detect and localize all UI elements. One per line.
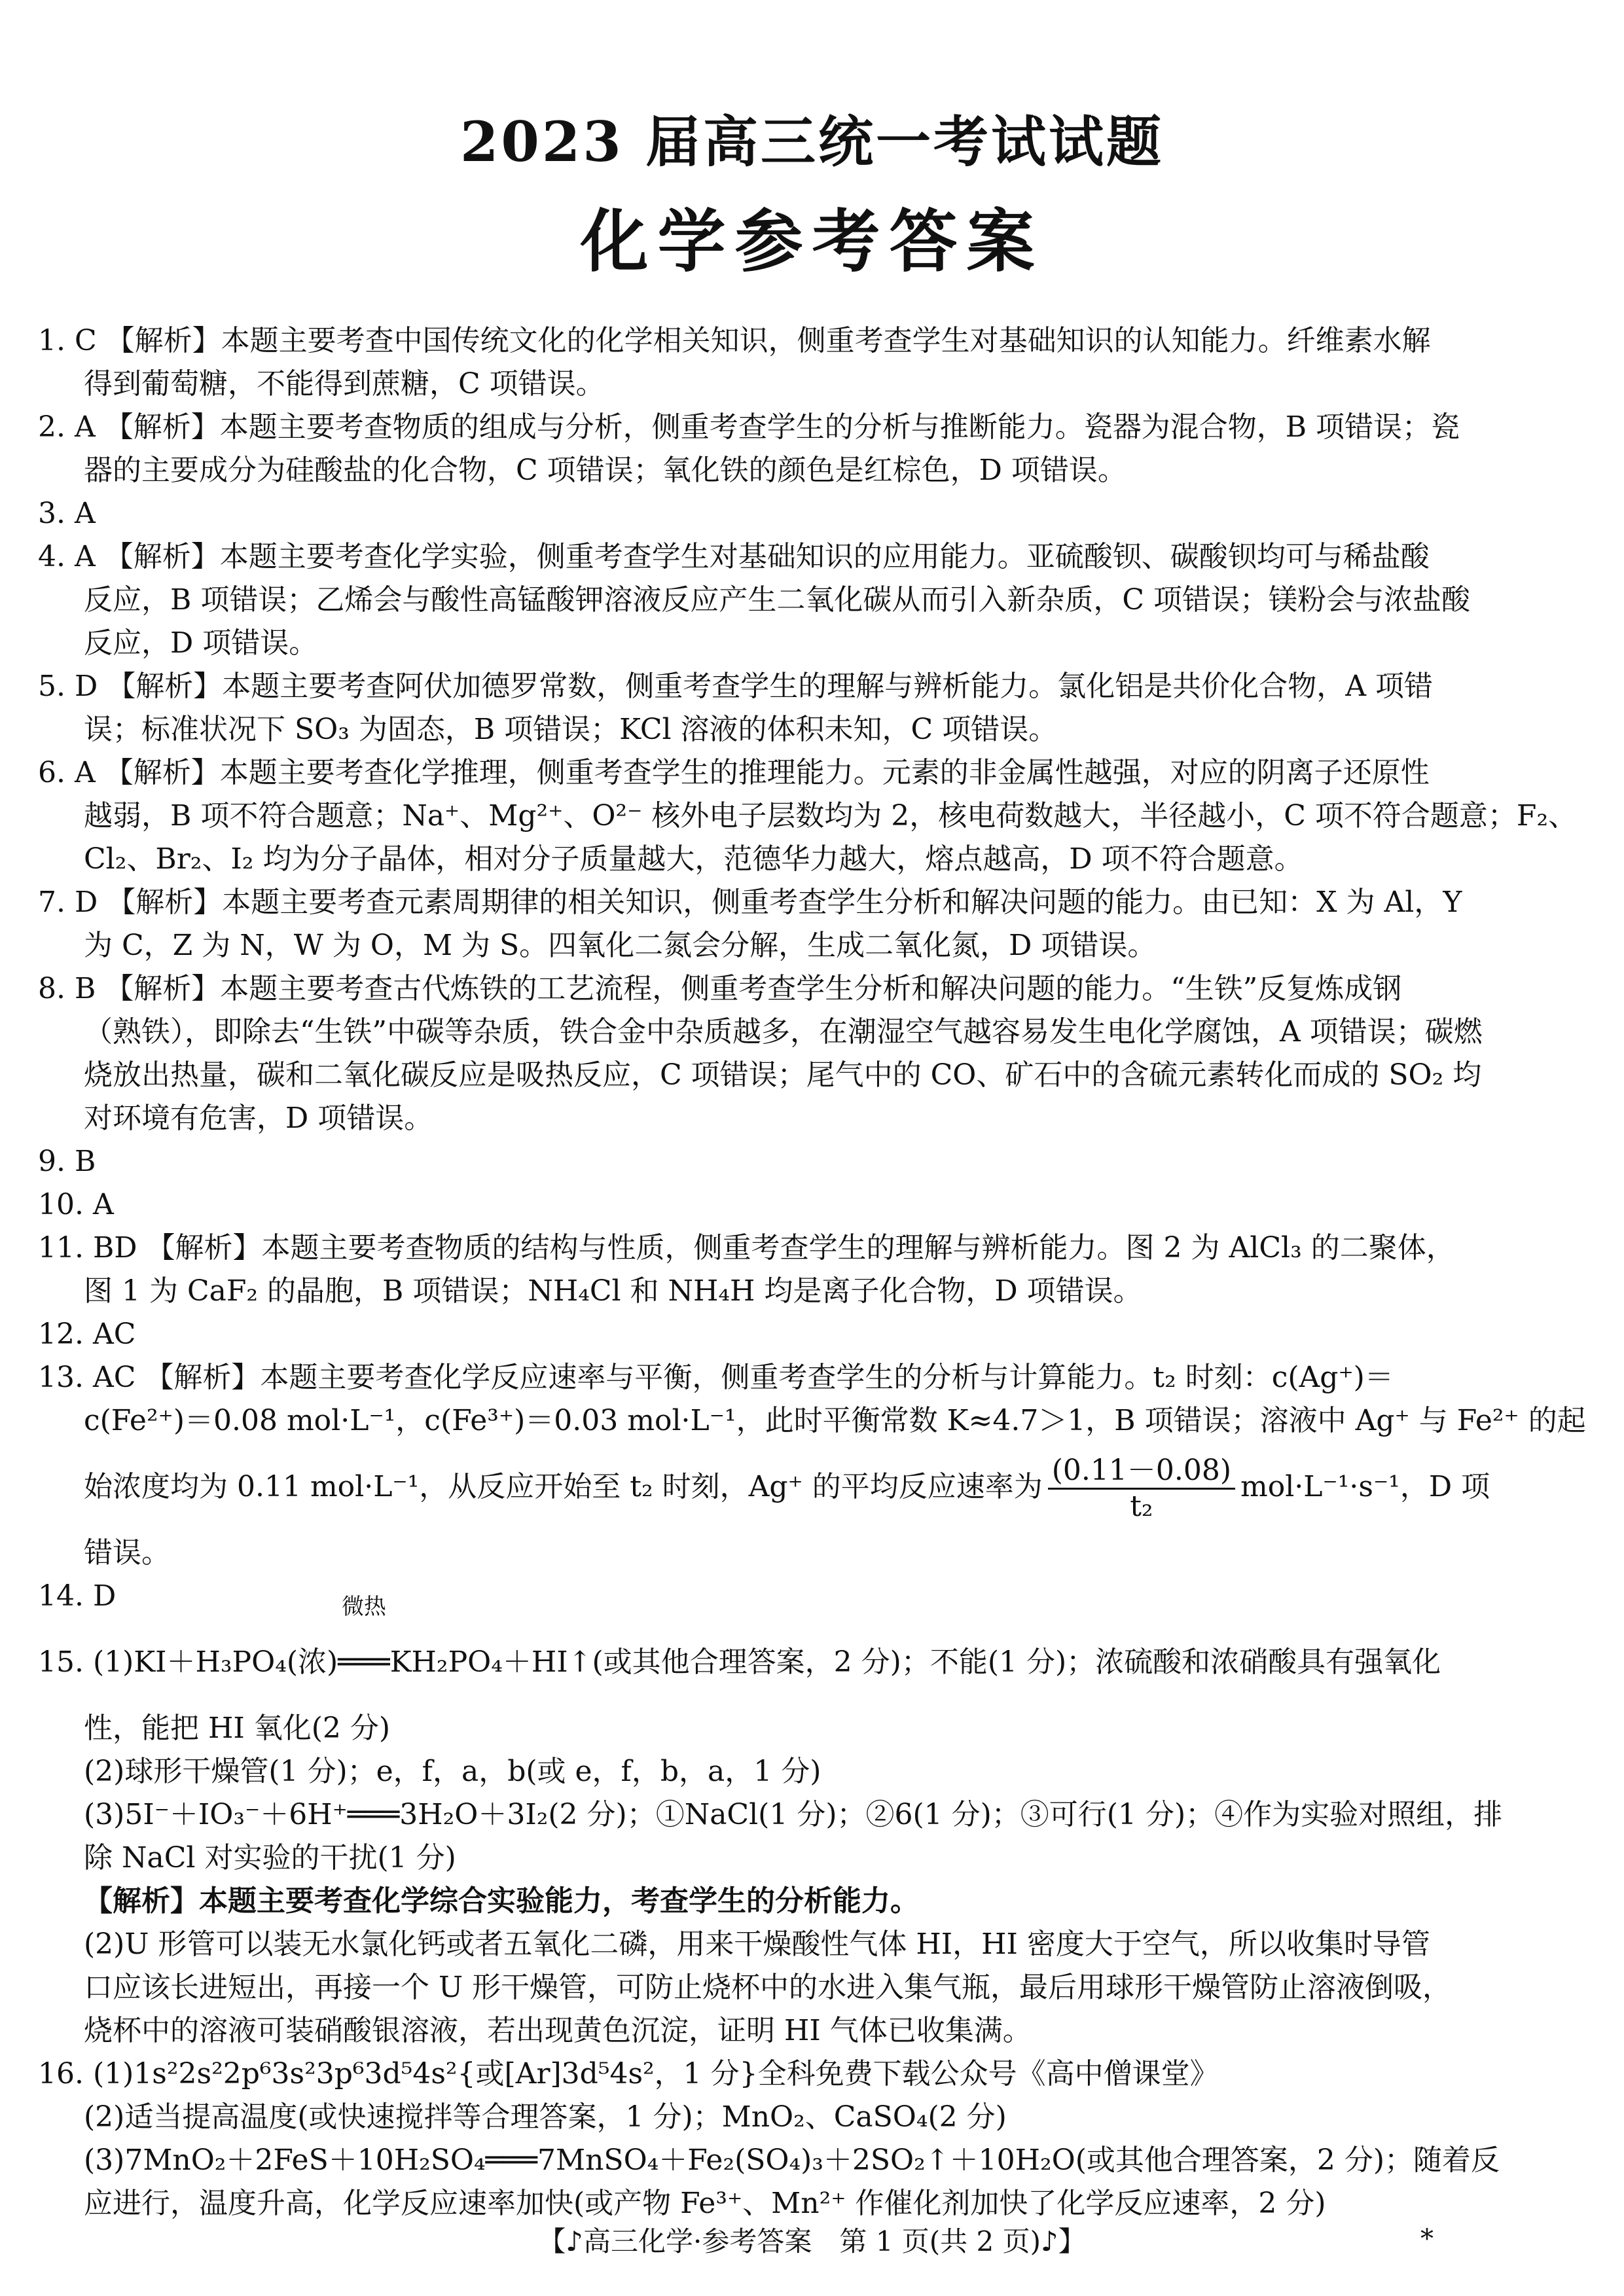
page-footer: 【♪高三化学·参考答案 第 1 页(共 2 页)♪】 — [538, 2225, 1086, 2257]
text-line: 反应，B 项错误；乙烯会与酸性高锰酸钾溶液反应产生二氧化碳从而引入新杂质，C 项错误；镁粉会与浓盐酸 — [84, 583, 1470, 617]
text-line: 错误。 — [84, 1536, 170, 1570]
text-line: 应进行，温度升高，化学反应速率加快(或产物 Fe³⁺、Mn²⁺ 作催化剂加快了化学反应速率，2 分) — [84, 2187, 1326, 2220]
fraction-numerator: (0.11－0.08) — [1048, 1454, 1235, 1490]
arrow-symbol: ═══ — [338, 1645, 390, 1679]
equation-before: 15. (1)KI＋H₃PO₄(浓) — [38, 1645, 338, 1679]
text-line: 图 1 为 CaF₂ 的晶胞，B 项错误；NH₄Cl 和 NH₄H 均是离子化合物，D 项错误。 — [84, 1274, 1142, 1308]
text-line: 14. D — [38, 1579, 117, 1613]
analysis-heading: 【解析】本题主要考查化学综合实验能力，考查学生的分析能力。 — [84, 1884, 919, 1918]
text-line: 10. A — [38, 1188, 114, 1221]
text-line: 器的主要成分为硅酸盐的化合物，C 项错误；氧化铁的颜色是红棕色，D 项错误。 — [84, 454, 1127, 487]
text-line: 对环境有危害，D 项错误。 — [84, 1102, 433, 1135]
answer-content — [38, 319, 1585, 2225]
text-line: 除 NaCl 对实验的干扰(1 分) — [84, 1841, 456, 1874]
title-line-2: 化学参考答案 — [580, 201, 1044, 281]
text-line: 为 C，Z 为 N，W 为 O，M 为 S。四氧化二氮会分解，生成二氧化氮，D 项错误。 — [84, 929, 1157, 962]
title-line-1: 2023 届高三统一考试试题 — [460, 109, 1164, 174]
text-line: 口应该长进短出，再接一个 U 形干燥管，可防止烧杯中的水进入集气瓶，最后用球形干燥管防止溶液倒吸， — [84, 1971, 1452, 2004]
text-line: 越弱，B 项不符合题意；Na⁺、Mg²⁺、O²⁻ 核外电子层数均为 2，核电荷数越大，半径越小，C 项不符合题意；F₂、 — [84, 799, 1578, 833]
fraction-line-after: mol·L⁻¹·s⁻¹，D 项 — [1240, 1470, 1490, 1503]
text-line: 6. A 【解析】本题主要考查化学推理，侧重考查学生的推理能力。元素的非金属性越强，对应的阴离子还原性 — [38, 756, 1430, 789]
fraction-line — [38, 1443, 1585, 1532]
text-line: 4. A 【解析】本题主要考查化学实验，侧重考查学生对基础知识的应用能力。亚硫酸钡、碳酸钡均可与稀盐酸 — [38, 540, 1430, 573]
footer-mark: * — [1420, 2224, 1434, 2254]
text-line: 得到葡萄糖，不能得到蔗糖，C 项错误。 — [84, 367, 605, 401]
text-line: c(Fe²⁺)＝0.08 mol·L⁻¹，c(Fe³⁺)＝0.03 mol·L⁻¹，此时平衡常数 K≈4.7＞1，B 项错误；溶液中 Ag⁺ 与 Fe²⁺ 的起 — [84, 1404, 1586, 1437]
text-line: 13. AC 【解析】本题主要考查化学反应速率与平衡，侧重考查学生的分析与计算能力。t₂ 时刻：c(Ag⁺)＝ — [38, 1361, 1394, 1394]
text-line: 反应，D 项错误。 — [84, 626, 318, 660]
text-line: 误；标准状况下 SO₃ 为固态，B 项错误；KCl 溶液的体积未知，C 项错误。 — [84, 713, 1058, 746]
fraction-line-before: 始浓度均为 0.11 mol·L⁻¹，从反应开始至 t₂ 时刻，Ag⁺ 的平均反应速率为 — [84, 1470, 1043, 1503]
text-line: 3. A — [38, 497, 96, 530]
text-line: 2. A 【解析】本题主要考查物质的组成与分析，侧重考查学生的分析与推断能力。瓷器为混合物，B 项错误；瓷 — [38, 410, 1460, 444]
arrow-condition: 微热 — [341, 1594, 386, 1620]
text-line: 8. B 【解析】本题主要考查古代炼铁的工艺流程，侧重考查学生分析和解决问题的能力。“生铁”反复炼成钢 — [38, 972, 1402, 1005]
equation-after: KH₂PO₄＋HI↑(或其他合理答案，2 分)；不能(1 分)；浓硫酸和浓硝酸具有强氧化 — [389, 1645, 1441, 1679]
text-line: (2)U 形管可以装无水氯化钙或者五氧化二磷，用来干燥酸性气体 HI，HI 密度大于空气，所以收集时导管 — [84, 1928, 1430, 1961]
text-line: (2)适当提高温度(或快速搅拌等合理答案，1 分)；MnO₂、CaSO₄(2 分) — [84, 2100, 1007, 2134]
text-line: 烧杯中的溶液可装硝酸银溶液，若出现黄色沉淀，证明 HI 气体已收集满。 — [84, 2014, 1032, 2047]
text-line: （熟铁），即除去“生铁”中碳等杂质，铁合金中杂质越多，在潮湿空气越容易发生电化学腐蚀，A 项错误；碳燃 — [84, 1015, 1483, 1049]
text-line: 16. (1)1s²2s²2p⁶3s²3p⁶3d⁵4s²{或[Ar]3d⁵4s²，1 分}全科免费下载公众号《高中僧课堂》 — [38, 2057, 1219, 2090]
text-line: (3)5I⁻＋IO₃⁻＋6H⁺═══3H₂O＋3I₂(2 分)；①NaCl(1 分)；②6(1 分)；③可行(1 分)；④作为实验对照组，排 — [84, 1798, 1503, 1831]
reaction-arrow — [338, 1594, 390, 1707]
text-line: 12. AC — [38, 1318, 136, 1351]
text-line: Cl₂、Br₂、I₂ 均为分子晶体，相对分子质量越大，范德华力越大，熔点越高，D 项不符合题意。 — [84, 842, 1303, 876]
text-line: 5. D 【解析】本题主要考查阿伏加德罗常数，侧重考查学生的理解与辨析能力。氯化铝是共价化合物，A 项错 — [38, 670, 1433, 703]
text-line: 性，能把 HI 氧化(2 分) — [84, 1712, 391, 1745]
fraction-denominator: t₂ — [1130, 1490, 1153, 1523]
rate-fraction — [1048, 1454, 1235, 1524]
text-line: 9. B — [38, 1145, 96, 1178]
text-line: 7. D 【解析】本题主要考查元素周期律的相关知识，侧重考查学生分析和解决问题的能力。由已知：X 为 Al，Y — [38, 886, 1462, 919]
text-line: 1. C 【解析】本题主要考查中国传统文化的化学相关知识，侧重考查学生对基础知识的认知能力。纤维素水解 — [38, 324, 1431, 357]
text-line: 11. BD 【解析】本题主要考查物质的结构与性质，侧重考查学生的理解与辨析能力。图 2 为 AlCl₃ 的二聚体， — [38, 1231, 1455, 1265]
text-line: 烧放出热量，碳和二氧化碳反应是吸热反应，C 项错误；尾气中的 CO、矿石中的含硫元素转化而成的 SO₂ 均 — [84, 1058, 1482, 1092]
text-line: (3)7MnO₂＋2FeS＋10H₂SO₄═══7MnSO₄＋Fe₂(SO₄)₃＋2SO₂↑＋10H₂O(或其他合理答案，2 分)；随着反 — [84, 2144, 1500, 2177]
text-line: (2)球形干燥管(1 分)；e，f，a，b(或 e，f，b，a，1 分) — [84, 1755, 821, 1788]
